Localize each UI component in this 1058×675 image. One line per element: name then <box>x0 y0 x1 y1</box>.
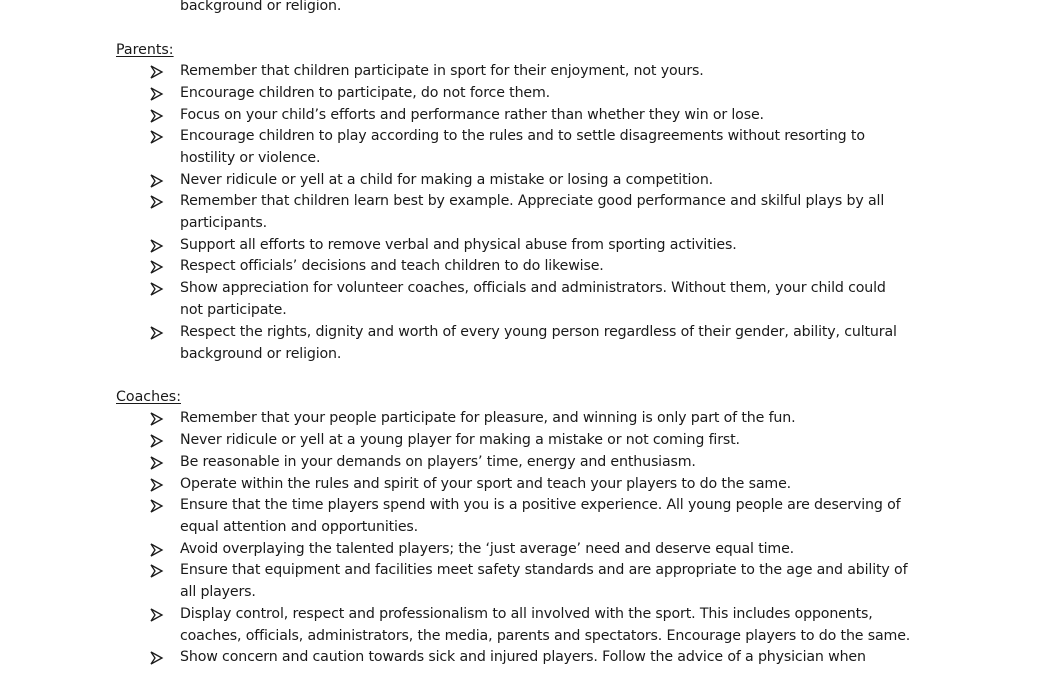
arrowhead-bullet-icon <box>150 560 164 582</box>
arrowhead-bullet-icon <box>150 474 164 496</box>
arrowhead-bullet-icon <box>150 83 164 105</box>
section-heading-coaches: Coaches: <box>116 389 181 405</box>
list-item-text: Remember that your people participate for pleasure, and winning is only part of the fun. <box>180 410 796 426</box>
list-item-text: Respect the rights, dignity and worth of every young person regardless of their gender, ability, cultural background or religion. <box>180 324 897 362</box>
arrowhead-bullet-icon <box>150 322 164 344</box>
arrowhead-bullet-icon <box>150 256 164 278</box>
continuation-text: background or religion. <box>180 0 342 14</box>
arrowhead-bullet-icon <box>150 647 164 669</box>
list-item-text: Encourage children to play according to the rules and to settle disagreements without resorting to hostility or violence. <box>180 128 865 166</box>
arrowhead-bullet-icon <box>150 105 164 127</box>
list-item-text: Avoid overplaying the talented players; the ‘just average’ need and deserve equal time. <box>180 541 795 557</box>
list-item-text: Show concern and caution towards sick and injured players. Follow the advice of a physician when <box>180 649 866 665</box>
list-item-text: Support all efforts to remove verbal and physical abuse from sporting activities. <box>180 237 737 253</box>
arrowhead-bullet-icon <box>150 539 164 561</box>
list-item-text: Respect officials’ decisions and teach children to do likewise. <box>180 258 604 274</box>
list-item-text: Operate within the rules and spirit of your sport and teach your players to do the same. <box>180 476 792 492</box>
arrowhead-bullet-icon <box>150 126 164 148</box>
list-item-text: Ensure that the time players spend with you is a positive experience. All young people are deserving of equal attention and opportunities. <box>180 497 901 535</box>
arrowhead-bullet-icon <box>150 452 164 474</box>
section-heading-parents: Parents: <box>116 42 174 58</box>
arrowhead-bullet-icon <box>150 191 164 213</box>
list-item-text: Be reasonable in your demands on players’ time, energy and enthusiasm. <box>180 454 696 470</box>
arrowhead-bullet-icon <box>150 408 164 430</box>
list-item-text: Never ridicule or yell at a child for making a mistake or losing a competition. <box>180 172 714 188</box>
arrowhead-bullet-icon <box>150 495 164 517</box>
list-item-text: Never ridicule or yell at a young player for making a mistake or not coming first. <box>180 432 740 448</box>
arrowhead-bullet-icon <box>150 61 164 83</box>
list-item-text: Display control, respect and professionalism to all involved with the sport. This includes opponents, coaches, officials, administrators, the media, parents and spectators. Encourage players to do the same. <box>180 606 911 644</box>
arrowhead-bullet-icon <box>150 235 164 257</box>
list-item-text: Remember that children learn best by example. Appreciate good performance and skilful plays by all participants. <box>180 193 885 231</box>
arrowhead-bullet-icon <box>150 170 164 192</box>
list-item-text: Show appreciation for volunteer coaches, officials and administrators. Without them, your child could not participate. <box>180 280 886 318</box>
list-item-text: Focus on your child’s efforts and performance rather than whether they win or lose. <box>180 107 764 123</box>
arrowhead-bullet-icon <box>150 430 164 452</box>
list-item-text: Ensure that equipment and facilities meet safety standards and are appropriate to the age and ability of all players. <box>180 562 908 600</box>
arrowhead-bullet-icon <box>150 604 164 626</box>
list-item-text: Encourage children to participate, do not force them. <box>180 85 551 101</box>
list-item-text: Remember that children participate in sport for their enjoyment, not yours. <box>180 63 704 79</box>
arrowhead-bullet-icon <box>150 278 164 300</box>
